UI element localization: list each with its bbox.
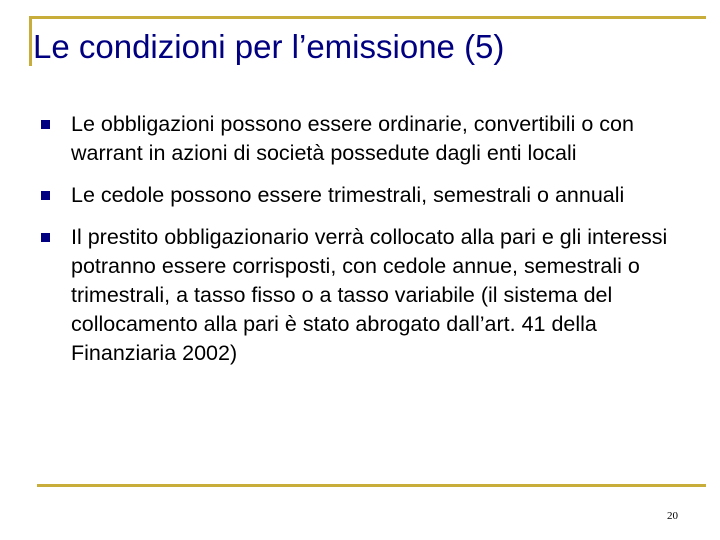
square-bullet-icon (41, 120, 50, 129)
slide-title: Le condizioni per l’emissione (5) (33, 28, 505, 65)
page-number: 20 (667, 510, 678, 522)
title-frame-top-rule (29, 16, 706, 19)
bullet-list (41, 110, 691, 381)
bullet-item (41, 110, 691, 168)
bullet-item (41, 223, 691, 368)
bullet-text: Le cedole possono essere trimestrali, semestrali o annuali (71, 183, 625, 207)
title-frame-left-rule (29, 16, 32, 66)
square-bullet-icon (41, 191, 50, 200)
bullet-text: Le obbligazioni possono essere ordinarie, convertibili o con warrant in azioni di società possedute dagli enti locali (71, 112, 634, 165)
bullet-text: Il prestito obbligazionario verrà collocato alla pari e gli interessi potranno essere corrisposti, con cedole annue, semestrali o trimestrali, a tasso fisso o a tasso variabile (il sistema del collocamento alla pari è stato abrogato dall’art. 41 della Finanziaria 2002) (71, 225, 668, 365)
bullet-item (41, 181, 691, 210)
footer-rule (37, 484, 706, 487)
square-bullet-icon (41, 233, 50, 242)
